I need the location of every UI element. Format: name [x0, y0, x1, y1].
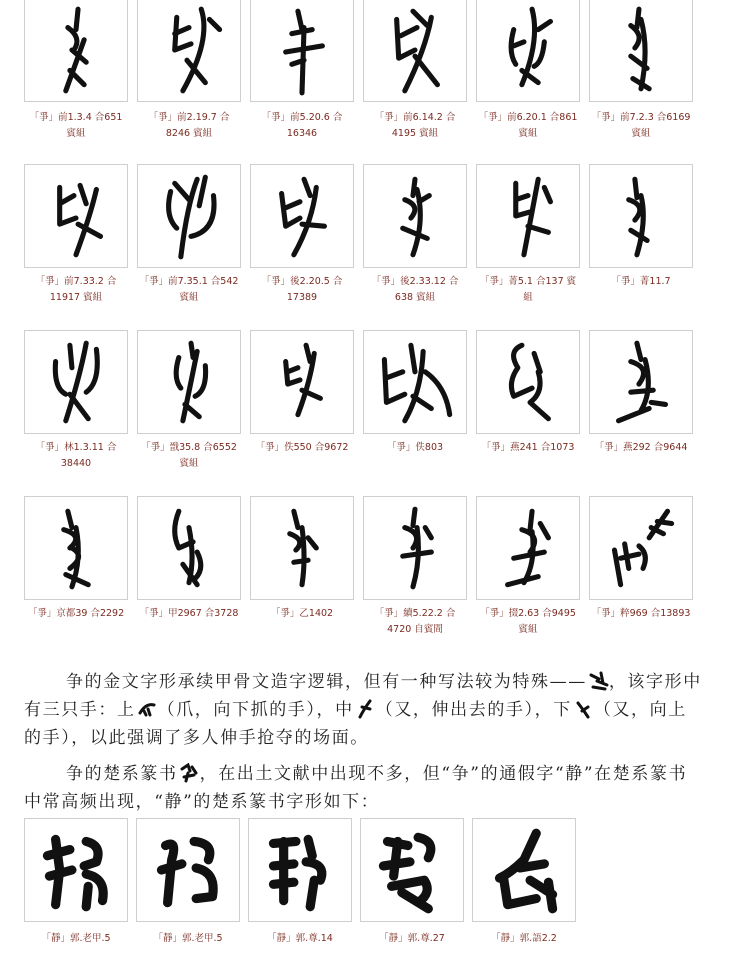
- glyph-image: [589, 330, 693, 434]
- glyph-caption: 「靜」郭.尊.27: [379, 933, 445, 944]
- glyph-image: [363, 496, 467, 600]
- glyph-image: [137, 0, 241, 102]
- glyph-caption: 「爭」粹969 合13893: [591, 608, 691, 619]
- glyph-caption: 「爭」前5.20.6 合16346: [261, 112, 343, 139]
- glyph-image: [476, 496, 580, 600]
- glyph-image: [363, 330, 467, 434]
- glyph-caption: 「靜」郭.尊.14: [267, 933, 333, 944]
- glyph-caption: 「爭」京都39 合2292: [27, 608, 125, 619]
- glyph-image: [360, 818, 464, 922]
- glyph-caption: 「爭」佚550 合9672: [255, 442, 349, 453]
- glyph-image: [137, 330, 241, 434]
- glyph-image: [363, 164, 467, 268]
- glyph-caption: 「爭」乙1402: [270, 608, 334, 619]
- glyph-image: [24, 164, 128, 268]
- glyph-caption: 「靜」郭.老甲.5: [153, 933, 223, 944]
- para1-text-a: 争的金文字形承续甲骨文造字逻辑，但有一种写法较为特殊——: [66, 672, 587, 692]
- paragraph-bronze-script: [24, 668, 704, 752]
- glyph-caption: 「爭」掇2.63 合9495 賓組: [480, 608, 576, 635]
- glyph-caption: 「爭」燕241 合1073: [481, 442, 575, 453]
- glyph-image: [476, 0, 580, 102]
- glyph-image: [136, 818, 240, 922]
- glyph-image: [24, 0, 128, 102]
- para1-text-e: （又，向上的手），以此强调了多人伸手抢夺的场面。: [24, 700, 687, 748]
- glyph-caption: 「爭」前7.33.2 合11917 賓組: [35, 276, 117, 303]
- glyph-caption: 「爭」前6.14.2 合4195 賓組: [374, 112, 456, 139]
- upward-hand-glyph-icon: [572, 699, 594, 719]
- glyph-image: [476, 164, 580, 268]
- glyph-caption: 「爭」前2.19.7 合8246 賓組: [148, 112, 230, 139]
- glyph-caption: 「爭」前7.2.3 合6169 賓組: [591, 112, 691, 139]
- para2-text-b: ，在出土文献中出现不多，但“争”的通假字“静”在楚系篆书中常高频出现，“静”的楚系篆书字形如下：: [24, 764, 688, 812]
- glyph-caption: 「爭」甲2967 合3728: [139, 608, 239, 619]
- glyph-image: [24, 330, 128, 434]
- glyph-image: [250, 496, 354, 600]
- para1-text-b: ，该字形中有三只手：上: [24, 672, 702, 720]
- glyph-image: [250, 164, 354, 268]
- chu-zheng-glyph-icon: [178, 763, 200, 783]
- para2-text-a: 争的楚系篆书: [66, 764, 178, 784]
- glyph-image: [589, 496, 693, 600]
- glyph-image: [589, 0, 693, 102]
- glyph-image: [250, 330, 354, 434]
- glyph-caption: 「爭」戩35.8 合6552 賓組: [141, 442, 237, 469]
- glyph-caption: 「靜」郭.語2.2: [491, 933, 557, 944]
- glyph-image: [24, 496, 128, 600]
- glyph-caption: 「爭」菁5.1 合137 賓組: [479, 276, 577, 303]
- glyph-caption: 「爭」前1.3.4 合651 賓組: [29, 112, 123, 139]
- glyph-image: [137, 164, 241, 268]
- para1-text-c: （爪，向下抓的手），中: [157, 700, 354, 720]
- glyph-caption: 「爭」佚803: [386, 442, 444, 453]
- glyph-caption: 「爭」前6.20.1 合861 賓組: [478, 112, 578, 139]
- para1-text-d: （又，伸出去的手），下: [375, 700, 572, 720]
- glyph-image: [589, 164, 693, 268]
- glyph-caption: 「爭」續5.22.2 合4720 自賓間: [374, 608, 456, 635]
- three-hands-glyph-icon: [587, 671, 609, 691]
- glyph-image: [248, 818, 352, 922]
- glyph-image: [250, 0, 354, 102]
- glyph-caption: 「靜」郭.老甲.5: [41, 933, 111, 944]
- glyph-caption: 「爭」燕292 合9644: [594, 442, 688, 453]
- glyph-caption: 「爭」菁11.7: [611, 276, 671, 287]
- glyph-image: [363, 0, 467, 102]
- glyph-image: [476, 330, 580, 434]
- glyph-caption: 「爭」前7.35.1 合542 賓組: [139, 276, 239, 303]
- outstretched-hand-glyph-icon: [354, 699, 376, 719]
- glyph-caption: 「爭」後2.20.5 合17389: [261, 276, 343, 303]
- claw-hand-glyph-icon: [136, 699, 158, 719]
- glyph-caption: 「爭」林1.3.11 合38440: [35, 442, 117, 469]
- paragraph-chu-script: [24, 760, 704, 816]
- glyph-image: [24, 818, 128, 922]
- glyph-image: [137, 496, 241, 600]
- glyph-image: [472, 818, 576, 922]
- glyph-caption: 「爭」後2.33.12 合638 賓組: [371, 276, 459, 303]
